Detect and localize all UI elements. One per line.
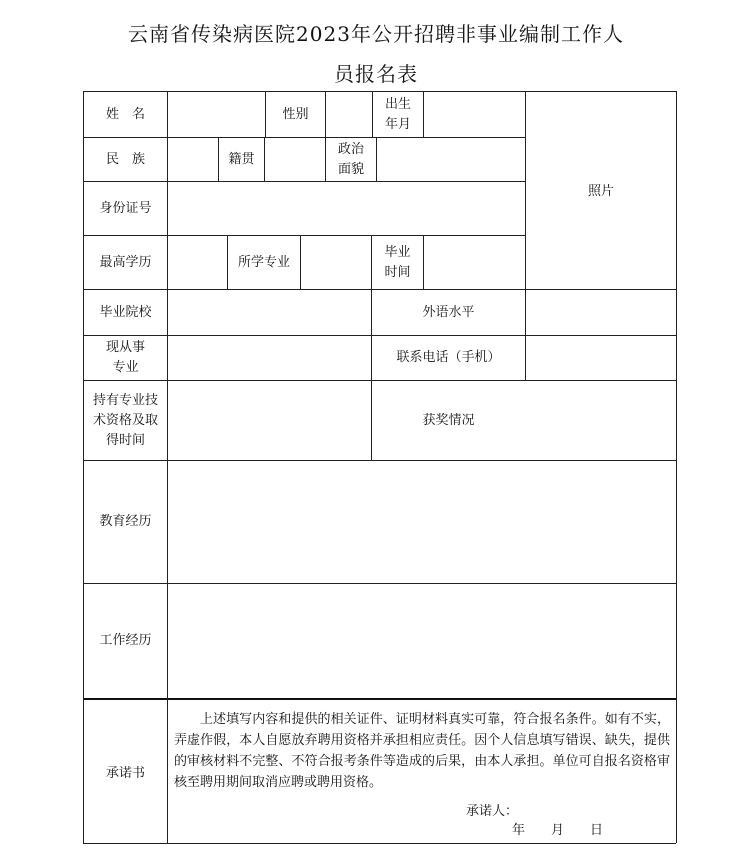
qualification-label-line2: 术资格及取 [92, 412, 158, 428]
ethnicity-label: 民 族 [105, 151, 145, 167]
gender-field[interactable] [326, 92, 372, 137]
pledge-text: 上述填写内容和提供的相关证件、证明材料真实可靠，符合报名条件。如有不实，弄虚作假，本人自愿放弃聘用资格并承担相应责任。因个人信息填写错误、缺失，提供的审核材料不完整、不符合报考条件等造成的后果，由本人承担。单位可自报名资格审核至聘用期间取消应聘或聘用资格。 [174, 712, 670, 790]
qualification-label [84, 381, 167, 460]
graduation-label-line1: 毕业 [384, 244, 411, 260]
signer-label: 承诺人： [466, 804, 519, 819]
education-label: 最高学历 [99, 254, 152, 270]
phone-field[interactable] [526, 336, 676, 380]
native-place-field[interactable] [265, 138, 325, 181]
work-history-field[interactable] [168, 584, 676, 698]
school-label: 毕业院校 [99, 304, 152, 320]
phone-label: 联系电话（手机） [396, 350, 501, 365]
qualification-label-line1: 持有专业技 [92, 392, 158, 408]
graduation-date-field[interactable] [424, 236, 525, 289]
political-label-line1: 政治 [337, 141, 364, 157]
qualification-label-line3: 得时间 [105, 432, 145, 448]
awards-label: 获奖情况 [422, 412, 475, 428]
form-title-line1: 云南省传染病医院2023年公开招聘非事业编制工作人 [128, 22, 624, 46]
education-field[interactable] [168, 236, 227, 289]
education-history-field[interactable] [168, 461, 676, 583]
language-label: 外语水平 [422, 304, 475, 320]
native-place-label: 籍贯 [228, 151, 255, 167]
date-label: 年 月 日 [512, 823, 604, 838]
gender-label: 性别 [282, 106, 309, 122]
profession-field[interactable] [168, 336, 371, 380]
id-number-label: 身份证号 [99, 200, 152, 216]
political-label-line2: 面貌 [337, 161, 364, 177]
major-field[interactable] [301, 236, 371, 289]
photo-label: 照片 [587, 184, 614, 199]
awards-field[interactable] [526, 381, 676, 460]
political-status-field[interactable] [377, 138, 525, 181]
profession-label-line2: 专业 [112, 360, 139, 375]
language-field[interactable] [526, 290, 676, 335]
birth-label-line2: 年月 [384, 116, 411, 132]
school-field[interactable] [168, 290, 371, 335]
ethnicity-field[interactable] [168, 138, 218, 181]
birth-label-line1: 出生 [384, 96, 411, 112]
birth-date-label [373, 92, 423, 137]
qualification-field[interactable] [168, 381, 371, 460]
profession-label-line1: 现从事 [105, 340, 145, 355]
profession-label [84, 336, 167, 380]
form-title-line2: 员报名表 [334, 62, 418, 86]
work-history-label: 工作经历 [99, 633, 152, 648]
graduation-label-line2: 时间 [384, 264, 411, 280]
graduation-date-label [372, 236, 423, 289]
pledge-label: 承诺书 [105, 765, 145, 781]
photo-box[interactable] [526, 92, 676, 289]
name-field[interactable] [168, 92, 265, 137]
education-history-label: 教育经历 [99, 514, 152, 529]
birth-date-field[interactable] [424, 92, 525, 137]
name-label: 姓 名 [105, 106, 145, 122]
id-number-field[interactable] [168, 182, 525, 235]
major-label: 所学专业 [237, 254, 290, 270]
political-status-label [326, 138, 376, 181]
